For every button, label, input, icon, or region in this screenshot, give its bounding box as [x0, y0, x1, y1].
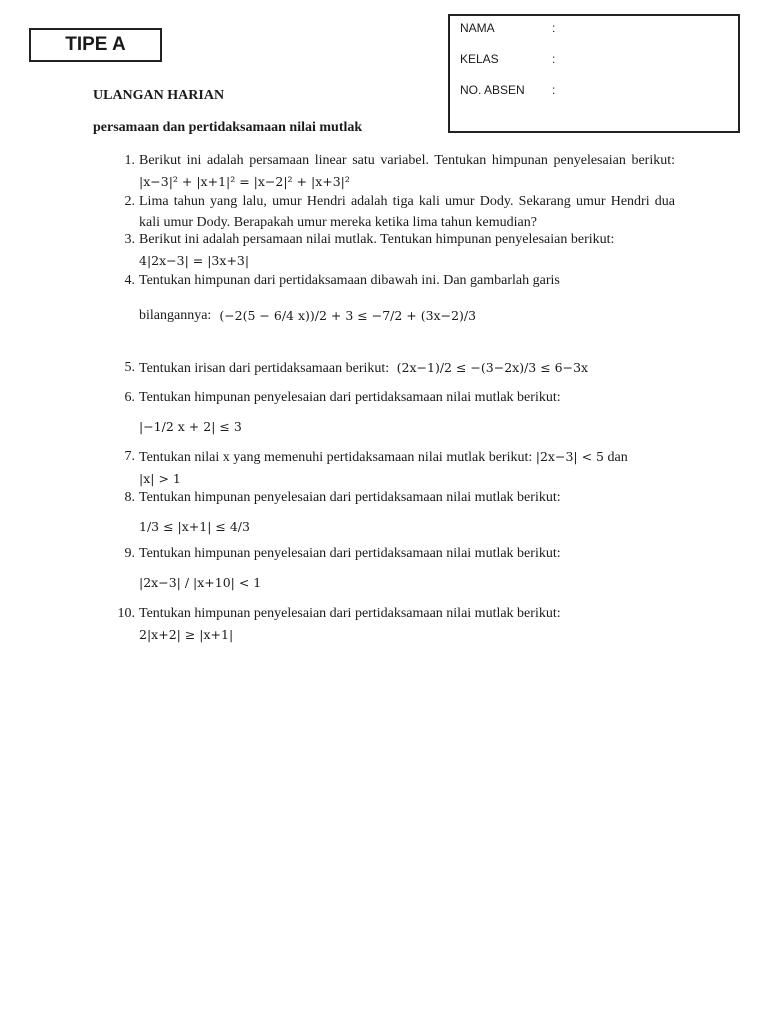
absen-label: NO. ABSEN — [460, 83, 525, 97]
question-text: Tentukan nilai x yang memenuhi pertidaksamaan nilai mutlak berikut: — [139, 450, 533, 465]
question-10 — [113, 603, 675, 646]
question-text: Lima tahun yang lalu, umur Hendri adalah tiga kali umur Dody. Sekarang umur Hendri dua kali umur Dody. Berapakah umur mereka ketika lima tahun kemudian? — [139, 194, 675, 230]
question-math: |2x−3| < 5 — [535, 449, 604, 464]
question-math: 1/3 ≤ |x+1| ≤ 4/3 — [139, 519, 250, 534]
absen-sep: : — [552, 83, 556, 97]
question-math: |x−3|² + |x+1|² = |x−2|² + |x+3|² — [139, 174, 350, 189]
question-6 — [113, 387, 675, 438]
nama-row — [460, 21, 555, 35]
question-text: Tentukan himpunan penyelesaian dari pertidaksamaan nilai mutlak berikut: — [139, 390, 561, 405]
question-9 — [113, 543, 675, 594]
question-text: Berikut ini adalah persamaan nilai mutlak. Tentukan himpunan penyelesaian berikut: — [139, 232, 615, 247]
question-2 — [113, 191, 675, 233]
question-number: 5. — [124, 360, 135, 375]
question-8 — [113, 487, 675, 538]
question-text: Tentukan irisan dari pertidaksamaan berikut: — [139, 361, 390, 376]
page-title: ULANGAN HARIAN — [93, 88, 225, 103]
question-text-continued: bilangannya: — [139, 308, 212, 323]
nama-sep: : — [552, 21, 556, 35]
identity-box — [448, 14, 740, 133]
question-3 — [113, 229, 675, 272]
question-math: 4|2x−3| = |3x+3| — [139, 253, 250, 268]
question-text: Tentukan himpunan penyelesaian dari pertidaksamaan nilai mutlak berikut: — [139, 546, 561, 561]
question-number: 4. — [124, 273, 135, 288]
absen-row — [460, 83, 555, 97]
question-number: 2. — [124, 194, 135, 209]
question-number: 6. — [124, 390, 135, 405]
question-number: 10. — [117, 606, 135, 621]
tipe-label: TIPE A — [29, 28, 162, 62]
question-math: (2x−1)/2 ≤ −(3−2x)/3 ≤ 6−3x — [396, 360, 589, 375]
question-5 — [113, 357, 675, 379]
question-math-2: |x| > 1 — [139, 471, 181, 486]
question-math: |−1/2 x + 2| ≤ 3 — [139, 419, 242, 434]
question-number: 1. — [124, 153, 135, 168]
question-conjunction: dan — [607, 450, 628, 465]
question-math: |2x−3| / |x+10| < 1 — [139, 575, 262, 590]
question-math: (−2(5 − 6/4 x))/2 + 3 ≤ −7/2 + (3x−2)/3 — [219, 308, 477, 323]
question-math: 2|x+2| ≥ |x+1| — [139, 627, 234, 642]
kelas-row — [460, 52, 555, 66]
question-1 — [113, 150, 675, 193]
question-7 — [113, 446, 675, 490]
question-number: 7. — [124, 449, 135, 464]
kelas-sep: : — [552, 52, 556, 66]
page-subtitle: persamaan dan pertidaksamaan nilai mutlak — [93, 120, 363, 135]
question-number: 3. — [124, 232, 135, 247]
nama-label: NAMA — [460, 21, 495, 35]
question-number: 8. — [124, 490, 135, 505]
question-text: Tentukan himpunan penyelesaian dari pertidaksamaan nilai mutlak berikut: — [139, 606, 561, 621]
question-number: 9. — [124, 546, 135, 561]
question-text: Tentukan himpunan dari pertidaksamaan dibawah ini. Dan gambarlah garis — [139, 273, 560, 288]
question-text: Tentukan himpunan penyelesaian dari pertidaksamaan nilai mutlak berikut: — [139, 490, 561, 505]
question-text: Berikut ini adalah persamaan linear satu variabel. Tentukan himpunan penyelesaian berikut: — [139, 153, 675, 168]
question-4 — [113, 270, 675, 326]
kelas-label: KELAS — [460, 52, 499, 66]
